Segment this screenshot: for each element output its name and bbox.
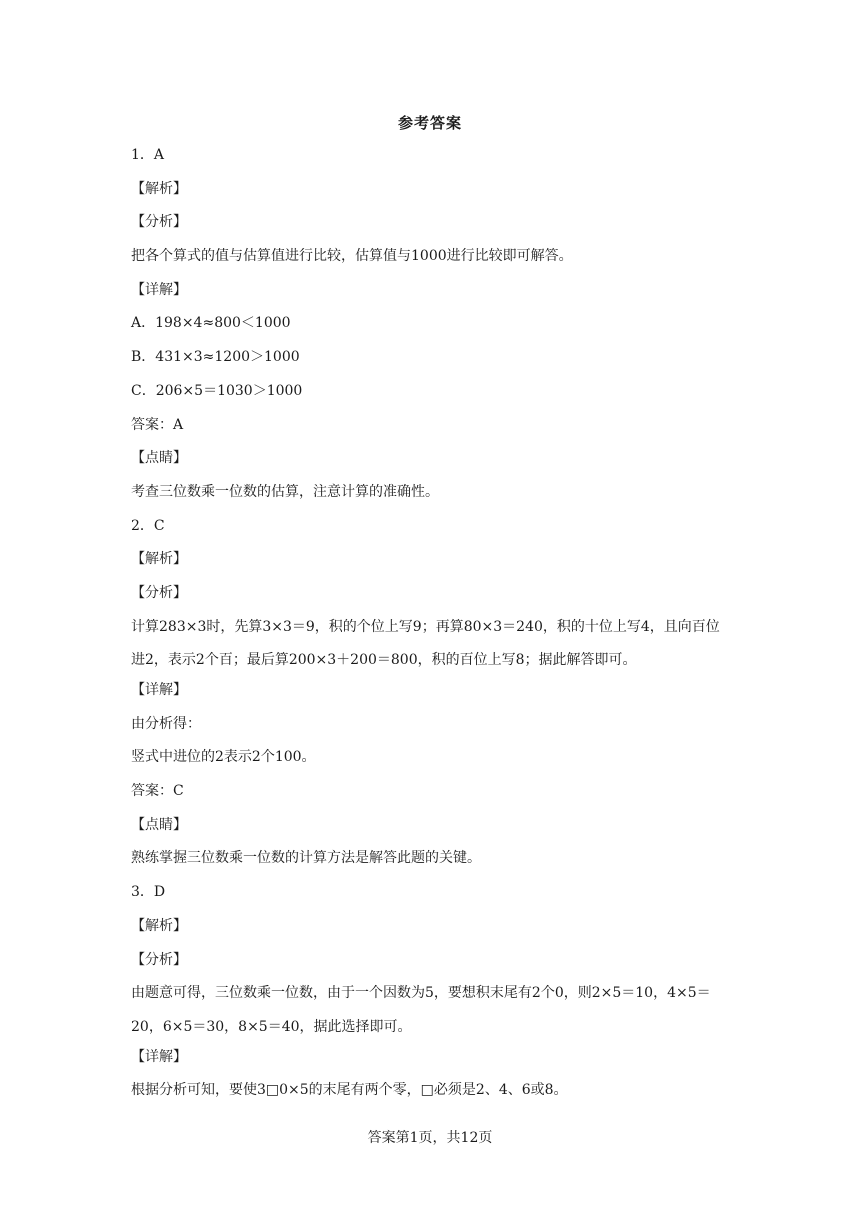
q3-xiangjie-text: 根据分析可知，要使3□0×5的末尾有两个零，□必须是2、4、6或8。: [131, 1082, 568, 1099]
q3-fenxi-text: 由题意可得，三位数乘一位数，由于一个因数为5，要想积末尾有2个0，则2×5＝10，4×5＝20，6×5＝30，8×5＝40，据此选择即可。: [131, 985, 711, 1035]
q2-xiangjie-text: 竖式中进位的2表示2个100。: [131, 749, 316, 766]
q2-fenxi-text: 计算283×3时，先算3×3＝9，积的个位上写9；再算80×3＝240，积的十位上写4，且向百位进2，表示2个百；最后算200×3＋200＝800，积的百位上写8；据此解答即可。: [131, 618, 720, 669]
q2-jiexi-heading: 【解析】: [131, 551, 187, 568]
q2-final-answer: 答案：C: [131, 783, 184, 800]
q1-dianjing-text: 考查三位数乘一位数的估算，注意计算的准确性。: [131, 483, 439, 500]
q3-jiexi-heading: 【解析】: [131, 917, 187, 934]
q1-option-c: C．206×5＝1030＞1000: [131, 382, 303, 399]
q1-xiangjie-heading: 【详解】: [131, 281, 187, 298]
q2-fenxi-heading: 【分析】: [131, 584, 187, 601]
q2-answer: 2．C: [131, 517, 165, 534]
q1-fenxi-heading: 【分析】: [131, 214, 187, 231]
q1-fenxi-text: 把各个算式的值与估算值进行比较，估算值与1000进行比较即可解答。: [131, 248, 573, 265]
page-title: 参考答案: [397, 114, 462, 132]
answer-content: [131, 144, 731, 1113]
q2-dianjing-heading: 【点睛】: [131, 816, 187, 833]
q1-final-answer: 答案：A: [131, 416, 184, 433]
q1-answer: 1．A: [131, 147, 165, 163]
q1-option-a: A．198×4≈800＜1000: [131, 315, 291, 332]
q1-jiexi-heading: 【解析】: [131, 180, 187, 197]
q1-option-b: B．431×3≈1200＞1000: [131, 349, 300, 366]
q3-xiangjie-heading: 【详解】: [131, 1048, 187, 1065]
q2-dianjing-text: 熟练掌握三位数乘一位数的计算方法是解答此题的关键。: [131, 850, 481, 867]
q2-xiangjie-heading: 【详解】: [131, 682, 187, 699]
q1-dianjing-heading: 【点睛】: [131, 450, 187, 467]
q3-answer: 3．D: [131, 884, 166, 901]
q3-fenxi-heading: 【分析】: [131, 951, 187, 968]
q2-xiangjie-intro: 由分析得：: [131, 715, 201, 732]
page-footer: 答案第1页，共12页: [367, 1130, 493, 1146]
